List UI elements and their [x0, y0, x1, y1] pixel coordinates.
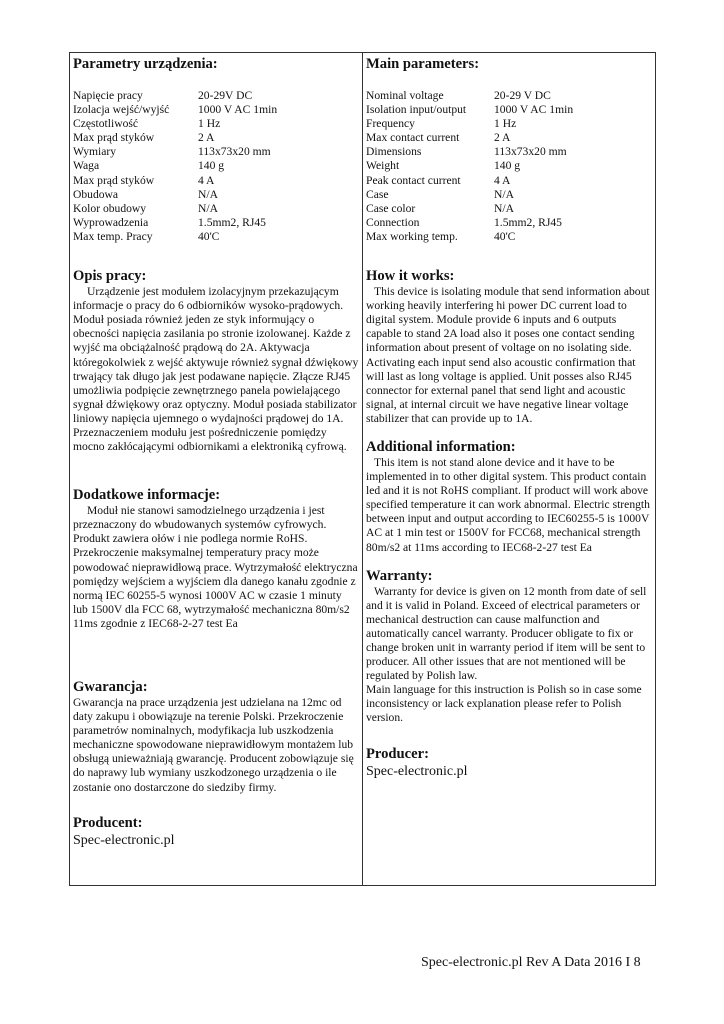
- extra-title-en: Additional information:: [366, 438, 516, 455]
- param-row: Max working temp. 40'C: [366, 229, 516, 243]
- param-row: Izolacja wejść/wyjść 1000 V AC 1min: [73, 103, 278, 117]
- document-frame: [69, 52, 656, 886]
- param-row: Nominal voltage 20-29 V DC: [366, 89, 551, 102]
- param-row: Case color N/A: [366, 201, 514, 215]
- extra-title-pl: Dodatkowe informacje:: [73, 487, 221, 504]
- work-text-pl: Urządzenie jest modułem izolacyjnym przekazującym informacje o pracy do 6 odbiorników wysoko-prądowych. Moduł posiada również jeden ze styk informujący o obecności napięcia zasilania po stronie izolowanej. Każde z wyjść ma obciążalność prądową do 2A. Aktywacja któregokolwiek z wejść aktywuje również sygnał dźwiękowy trwający tak długo jak jest podawane napięcie. Złącze RJ45 umożliwia podpięcie zewnętrznego panela powielającego sygnał dźwiękowy oraz optyczny. Moduł posiada stabilizator liniowy napięcia ujemnego o wydajności prądowej do 1A. Przeznaczeniem modułu jest pośredniczenie pomiędzy mocno zakłócającymi odbiornikami a elektroniką cyfrową.: [73, 285, 359, 454]
- work-title-pl: Opis pracy:: [73, 268, 147, 285]
- extra-text-en: This item is not stand alone device and it have to be implemented in to other digital system. This product contain led and it is not RoHS compliant. If product will work above specified temperature it can work abnormal. Electric strength between input and output according to IEC60255-5 is 1000V AC at 1 min test or 1500V for FCC68, mechanical strength 80m/s2 at 11ms according to IEC68-2-27 test Ea: [366, 455, 650, 554]
- producer-title-pl: Producent:: [73, 814, 143, 831]
- page-footer: Spec-electronic.pl Rev A Data 2016 I 8: [421, 955, 641, 970]
- param-row: Weight 140 g: [366, 159, 521, 173]
- warranty-note-en: Main language for this instruction is Polish so in case some inconsistency or lack explanation please refer to Polish version.: [366, 683, 642, 725]
- param-row: Kolor obudowy N/A: [73, 201, 218, 215]
- param-row: Obudowa N/A: [73, 187, 218, 201]
- param-row: Napięcie pracy 20-29V DC: [73, 89, 253, 102]
- work-title-en: How it works:: [366, 268, 455, 285]
- params-title-pl: Parametry urządzenia:: [73, 56, 218, 72]
- param-row: Waga 140 g: [73, 159, 225, 173]
- param-row: Częstotliwość 1 Hz: [73, 117, 221, 131]
- params-table-pl: [73, 89, 359, 244]
- warranty-title-pl: Gwarancja:: [73, 679, 148, 695]
- param-row: Wyprowadzenia 1.5mm2, RJ45: [73, 215, 266, 229]
- english-column: [363, 53, 655, 885]
- param-row: Connection 1.5mm2, RJ45: [366, 215, 562, 229]
- param-row: Max temp. Pracy 40'C: [73, 229, 220, 243]
- polish-column: [70, 53, 363, 885]
- param-row: Case N/A: [366, 187, 514, 201]
- param-row: Max prąd styków 2 A: [73, 131, 215, 145]
- param-row: Peak contact current 4 A: [366, 173, 511, 187]
- param-row: Max contact current 2 A: [366, 131, 511, 145]
- extra-text-pl: Moduł nie stanowi samodzielnego urządzenia i jest przeznaczony do wbudowanych systemów cyfrowych. Produkt zawiera ołów i nie podlega normie RoHS. Przekroczenie maksymalnej temperatury pracy może powodować nieprawidłową prace. Wytrzymałość elektryczna pomiędzy wejściem a wyjściem dla danego kanału zgodnie z normą IEC 60255-5 wynosi 1000V AC w czasie 1 minuty lub 1500V dla FCC 68, wytrzymałość mechaniczna 80m/s2 11ms zgodnie z IEC68-2-27 test Ea: [73, 504, 358, 630]
- warranty-text-pl: Gwarancja na prace urządzenia jest udzielana na 12mc od daty zakupu i obowiązuje na terenie Polski. Przekroczenie parametrów nominalnych, modyfikacja lub uszkodzenia mechaniczne spowodowane nieprawidłowym montażem lub obsługą unieważniają gwarancję. Producent zobowiązuje się do naprawy lub wymiany uszkodzonego urządzenia o ile zostanie ono dostarczone do siedziby firmy.: [73, 696, 354, 794]
- producer-name-en: Spec-electronic.pl: [366, 763, 468, 779]
- params-table-en: [366, 89, 652, 244]
- work-text-en: This device is isolating module that send information about working heavily interfering hi power DC current load to digital system. Module provide 6 inputs and 6 outputs capable to stand 2A load also it poses one contact sending information about present of voltage on no isolating side. Activating each input send also acoustic confirmation that will last as long voltage is applied. Unit posses also RJ45 connector for external panel that send light and acoustic signal, at internal circuit we have negative linear voltage stabilizer that can provide up to 1A.: [366, 285, 650, 425]
- producer-title-en: Producer:: [366, 745, 429, 762]
- warranty-text-en: Warranty for device is given on 12 month from date of sell and it is valid in Poland. Exceed of electrical parameters or mechanical destruction can cause malfunction and automatically cancel warranty. Producer obligate to fix or change broken unit in warranty period if item will be sent to producer. All other issues that are not mentioned will be regulated by Polish law.: [366, 584, 647, 683]
- producer-name-pl: Spec-electronic.pl: [73, 832, 175, 848]
- param-row: Wymiary 113x73x20 mm: [73, 145, 271, 159]
- param-row: Max prąd styków 4 A: [73, 173, 215, 187]
- warranty-title-en: Warranty:: [366, 567, 433, 584]
- param-row: Isolation input/output 1000 V AC 1min: [366, 103, 574, 117]
- param-row: Dimensions 113x73x20 mm: [366, 145, 567, 159]
- params-title-en: Main parameters:: [366, 56, 480, 72]
- param-row: Frequency 1 Hz: [366, 117, 517, 131]
